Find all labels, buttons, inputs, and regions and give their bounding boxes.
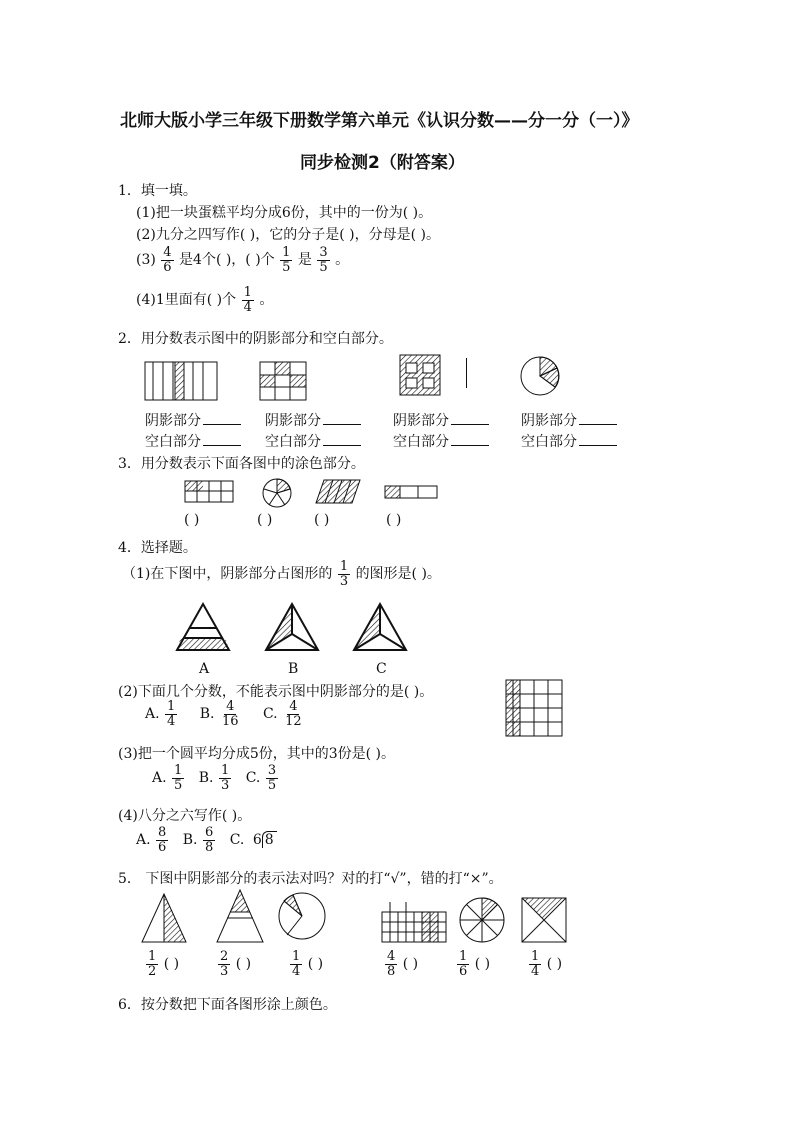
q2-heading: 2．用分数表示图中的阴影部分和空白部分。 [118, 331, 393, 347]
q4-part2-options: A. $\frac{1}{4}$ B. $\frac{4}{16}$ C. $\frac{4}{12}$ [145, 699, 302, 729]
fraction-1-4: $\frac{1}{4}$ [243, 285, 252, 315]
fraction-1-5: $\frac{1}{5}$ [282, 245, 291, 275]
q2-label-blank-1: 空白部分 [145, 431, 241, 451]
q5-figure-2 [217, 890, 263, 942]
q1-part4: (4)1里面有( )个 $\frac{1}{4}$ 。 [136, 285, 274, 315]
q4-triangle-b [266, 604, 318, 650]
q1-part3: (3) $\frac{4}{6}$ 是4个( )，( )个 $\frac{1}{5}$ 是 $\frac{3}{5}$ 。 [136, 245, 350, 275]
q2-label-blank-2: 空白部分 [265, 431, 361, 451]
q5-answer-1: $\frac{1}{2}$ ( ) [148, 949, 180, 979]
q5-figure-1 [142, 894, 186, 942]
q4-option-c-label: C [376, 661, 387, 677]
q4-grid-figure [506, 680, 562, 736]
q2-label-shaded-4: 阴影部分 [521, 410, 617, 430]
q4-option-a-label: A [199, 661, 210, 677]
fraction-1-3: $\frac{1}{3}$ [339, 559, 349, 589]
q2-figure-2 [260, 362, 306, 400]
q3-figure-2 [262, 478, 292, 508]
page-title: 北师大版小学三年级下册数学第六单元《认识分数——分一分（一）》 [120, 111, 639, 131]
q3-answer-2: ( ) [257, 512, 273, 528]
q2-figure-4 [520, 356, 560, 396]
q2-label-blank-3: 空白部分 [393, 431, 489, 451]
q4-part3-options: A. $\frac{1}{5}$ B. $\frac{1}{3}$ C. $\frac{3}{5}$ [152, 763, 277, 793]
q5-figure-6 [522, 898, 566, 942]
q3-answer-1: ( ) [184, 512, 200, 528]
q6-heading: 6．按分数把下面各图形涂上颜色。 [118, 997, 337, 1013]
q2-label-shaded-2: 阴影部分 [265, 410, 361, 430]
q4-triangle-a [177, 604, 229, 650]
page-subtitle: 同步检测2（附答案） [300, 153, 465, 173]
q5-figure-4 [382, 902, 446, 942]
q3-figure-1 [185, 481, 233, 502]
q2-label-shaded-1: 阴影部分 [145, 410, 241, 430]
divider [466, 358, 467, 388]
q1-part1: (1)把一块蛋糕平均分成6份，其中的一份为( )。 [136, 205, 433, 221]
q5-answer-4: $\frac{4}{8}$ ( ) [387, 949, 419, 979]
q5-answer-3: $\frac{1}{4}$ ( ) [292, 949, 324, 979]
q3-figure-3 [316, 480, 360, 503]
q1-heading: 1．填一填。 [118, 183, 197, 199]
q3-answer-4: ( ) [386, 512, 402, 528]
q5-answer-2: $\frac{2}{3}$ ( ) [220, 949, 252, 979]
fraction-4-6: $\frac{4}{6}$ [163, 245, 172, 275]
q3-answer-3: ( ) [314, 512, 330, 528]
q4-triangle-c [354, 604, 406, 650]
fraction-3-5: $\frac{3}{5}$ [319, 245, 328, 275]
q5-figure-5 [460, 898, 504, 942]
q4-part1: （1)在下图中，阴影部分占图形的 $\frac{1}{3}$ 的图形是( )。 [122, 559, 441, 589]
q5-answer-5: $\frac{1}{6}$ ( ) [459, 949, 491, 979]
q4-heading: 4．选择题。 [118, 540, 197, 556]
q3-heading: 3．用分数表示下面各图中的涂色部分。 [118, 456, 365, 472]
q2-label-shaded-3: 阴影部分 [393, 410, 489, 430]
q5-heading: 5． 下图中阴影部分的表示法对吗？对的打“√”，错的打“×”。 [118, 871, 503, 887]
q4-part4-options: A. $\frac{8}{6}$ B. $\frac{6}{8}$ C. 6 8 [136, 826, 277, 854]
q4-option-b-label: B [288, 661, 299, 677]
long-division: 6 8 [253, 832, 277, 848]
q1-part2: (2)九分之四写作( )，它的分子是( )，分母是( )。 [136, 227, 440, 243]
q5-answer-6: $\frac{1}{4}$ ( ) [531, 949, 563, 979]
q4-part3: (3)把一个圆平均分成5份，其中的3份是( )。 [118, 746, 396, 762]
q2-figure-1 [145, 362, 217, 400]
q3-figure-4 [385, 486, 437, 498]
q5-figure-3 [279, 893, 325, 939]
q4-part2: (2)下面几个分数，不能表示图中阴影部分的是( )。 [118, 684, 434, 700]
q2-label-blank-4: 空白部分 [521, 431, 617, 451]
q2-figure-3 [400, 355, 440, 395]
q4-part4: (4)八分之六写作( )。 [118, 808, 252, 824]
